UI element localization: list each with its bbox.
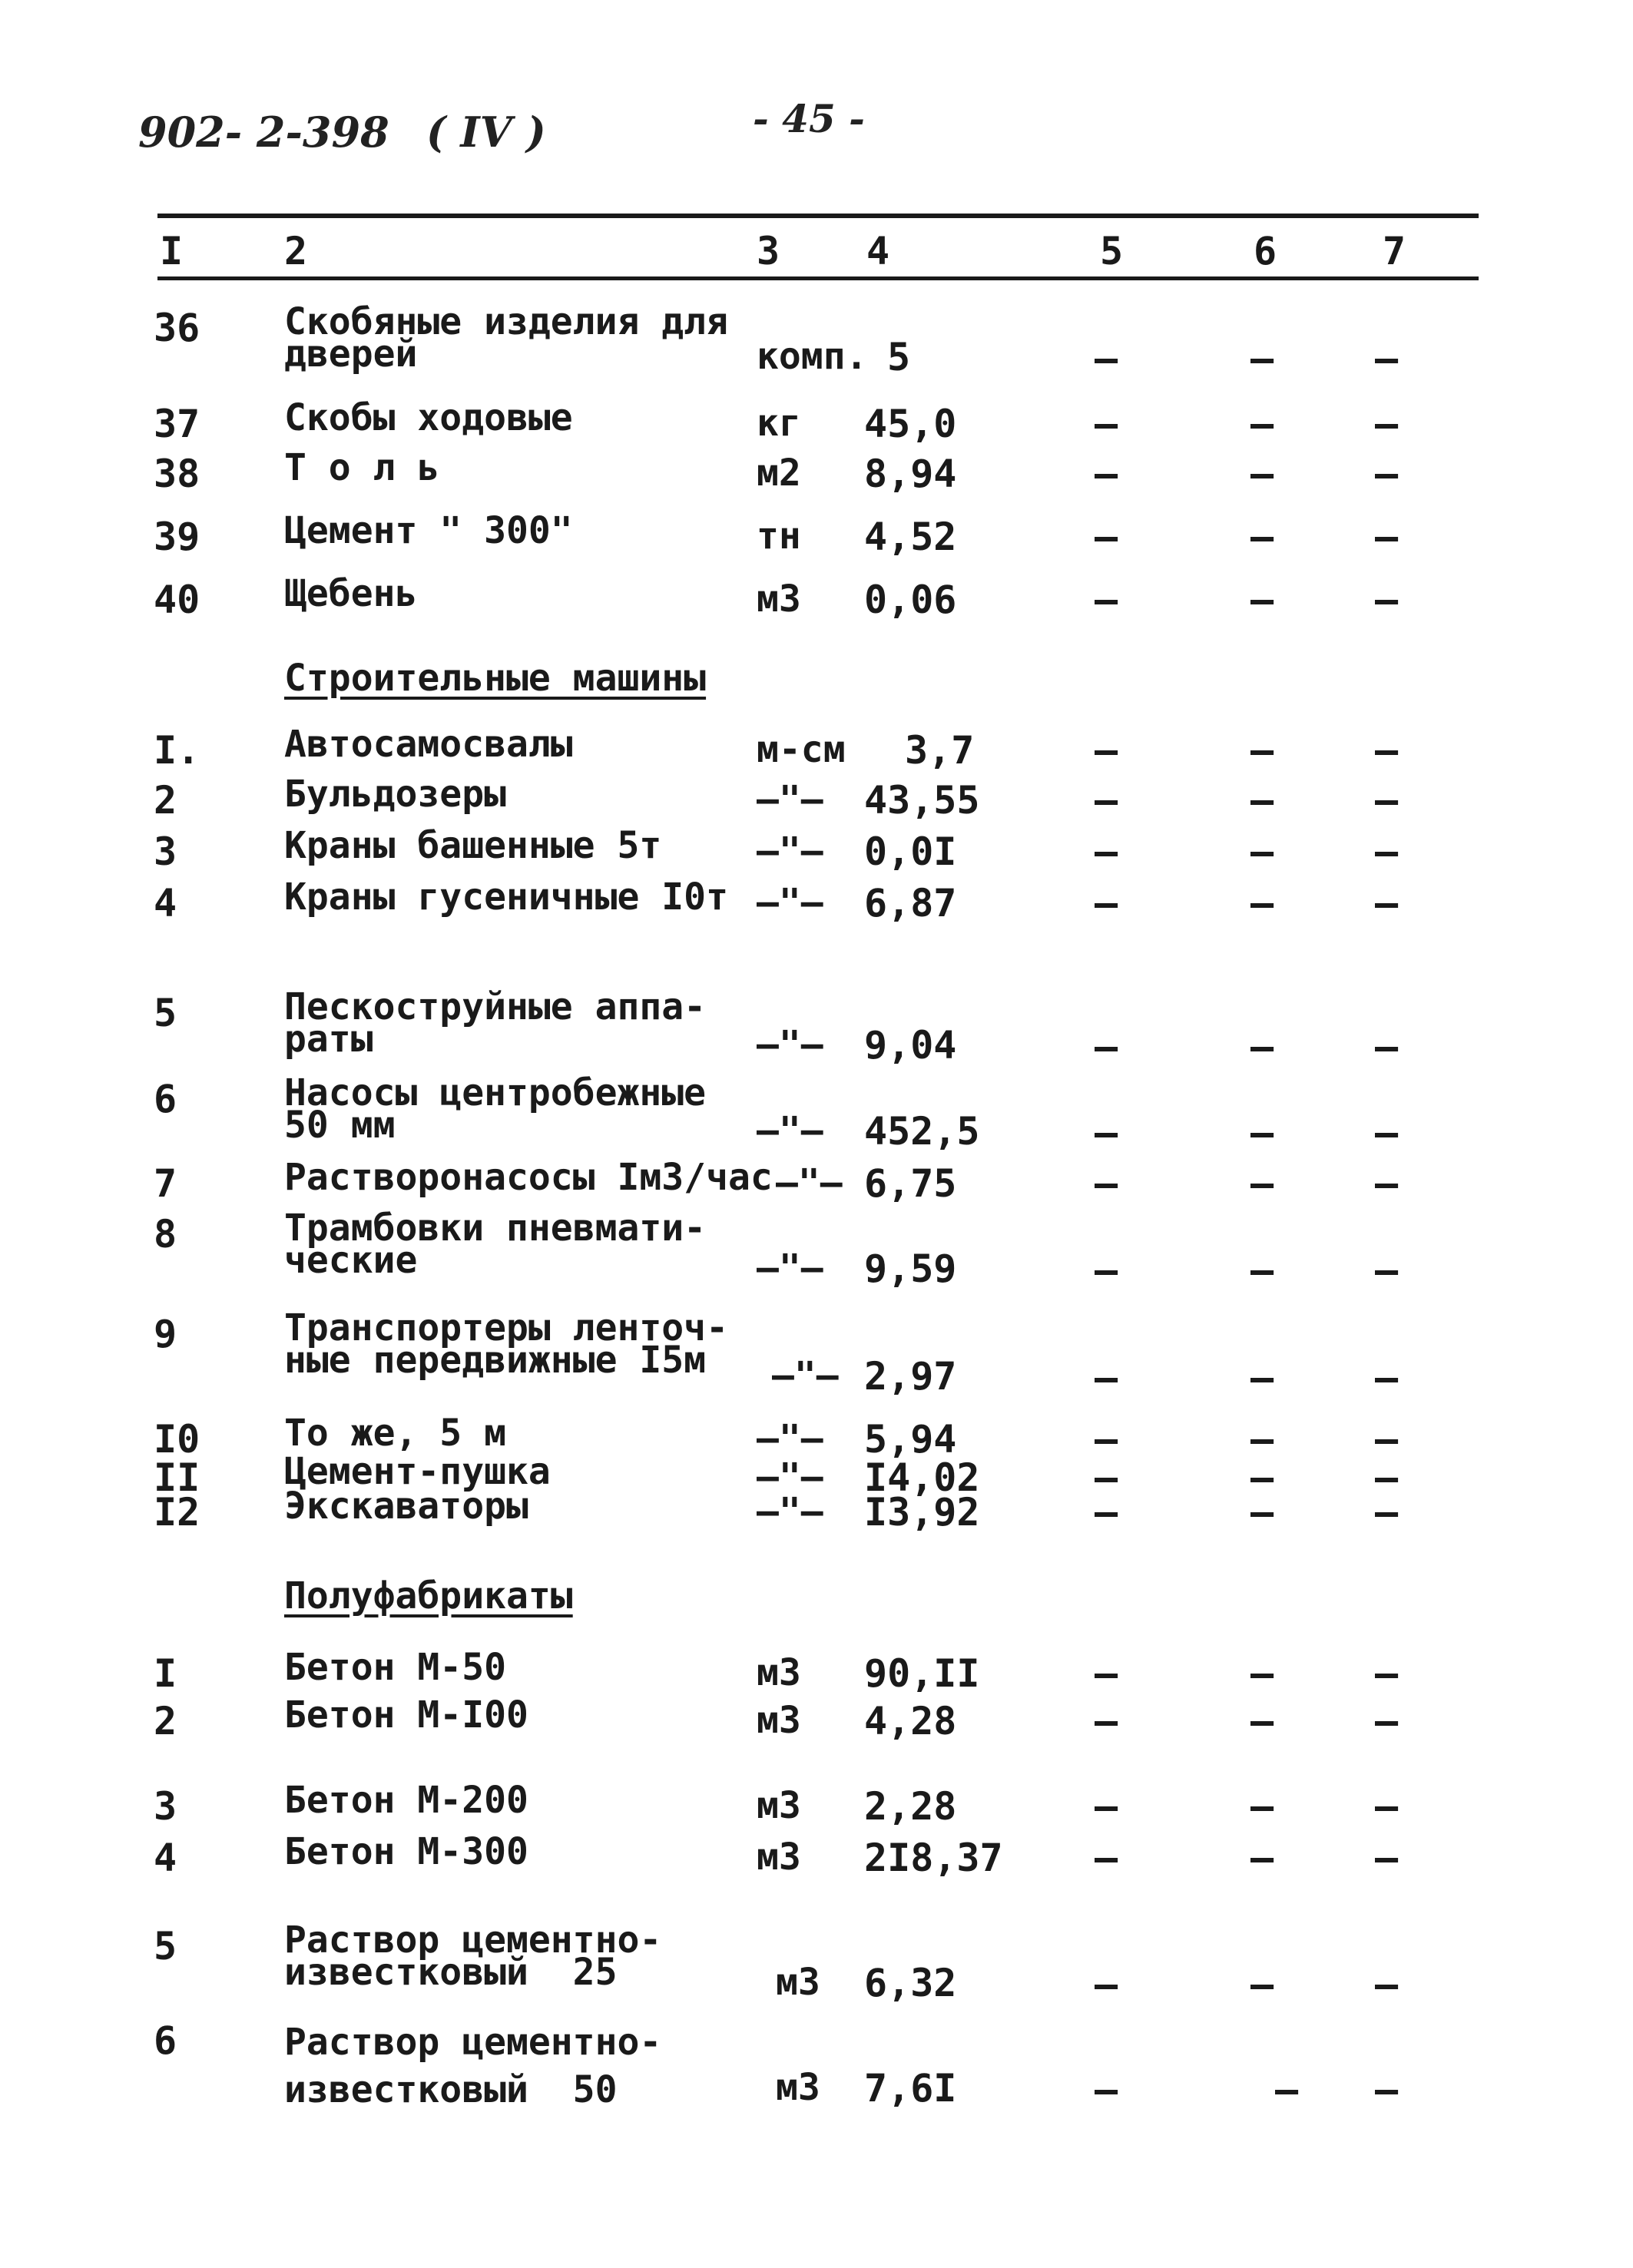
- row-unit: –"–: [757, 1417, 823, 1460]
- row-quantity: 90,II: [864, 1651, 980, 1696]
- row-quantity: I4,02: [864, 1455, 980, 1500]
- row-unit: тн: [757, 515, 801, 558]
- row-unit: –"–: [757, 778, 823, 821]
- row-unit: –"–: [757, 1023, 823, 1066]
- row-col6: –: [1250, 1962, 1274, 2007]
- document-part: ( IV ): [426, 108, 546, 157]
- row-col7: –: [1375, 1784, 1399, 1829]
- row-number: I0: [154, 1417, 200, 1462]
- row-col5: –: [1095, 1784, 1118, 1829]
- row-unit: –"–: [757, 1455, 823, 1498]
- row-unit: м3: [757, 578, 801, 621]
- row-name: Насосы центробежные 50 мм: [284, 1071, 707, 1147]
- row-name: Бетон М-200: [284, 1779, 528, 1822]
- row-col6: –: [1250, 336, 1274, 381]
- row-number: 5: [154, 991, 177, 1035]
- column-header-6: 6: [1254, 229, 1277, 273]
- row-name: Бетон М-I00: [284, 1694, 528, 1737]
- row-number: 3: [154, 829, 177, 874]
- row-col5: –: [1095, 578, 1118, 622]
- row-unit: кг: [757, 402, 801, 445]
- row-quantity: 4,52: [864, 515, 957, 559]
- row-quantity: 0,06: [864, 578, 957, 622]
- row-col5: –: [1095, 1836, 1118, 1880]
- row-col7: –: [1375, 578, 1399, 622]
- row-quantity: 43,55: [864, 778, 980, 823]
- row-col7: –: [1375, 881, 1399, 925]
- row-col5: –: [1095, 1025, 1118, 1069]
- row-quantity: 452,5: [864, 1109, 980, 1154]
- row-col7: –: [1375, 829, 1399, 874]
- row-col6: –: [1250, 1417, 1274, 1462]
- row-number: 7: [154, 1161, 177, 1206]
- row-col6: –: [1250, 1111, 1274, 1155]
- row-number: 38: [154, 452, 200, 496]
- row-unit: м3: [757, 1836, 801, 1879]
- table-header-rule: [157, 276, 1479, 280]
- row-col5: –: [1095, 1111, 1118, 1155]
- row-col5: –: [1095, 829, 1118, 874]
- row-name: Бульдозеры: [284, 773, 506, 816]
- row-number: II: [154, 1455, 200, 1500]
- row-number: 37: [154, 402, 200, 446]
- row-col6: –: [1250, 728, 1274, 773]
- row-col5: –: [1095, 402, 1118, 446]
- row-number: 8: [154, 1212, 177, 1257]
- row-name: Краны башенные 5т: [284, 824, 662, 867]
- row-col6: –: [1250, 1356, 1274, 1400]
- row-quantity: 45,0: [864, 402, 957, 446]
- row-col5: –: [1095, 452, 1118, 496]
- row-col5: –: [1095, 1455, 1118, 1500]
- row-unit: –"–: [757, 1109, 823, 1152]
- row-quantity: 2,97: [864, 1354, 957, 1399]
- row-quantity: 2I8,37: [864, 1836, 1003, 1880]
- row-number: I2: [154, 1490, 200, 1535]
- row-unit: м3: [757, 1784, 801, 1827]
- row-col6: –: [1275, 2068, 1299, 2112]
- row-name: Экскаваторы: [284, 1485, 528, 1528]
- row-quantity: 5,94: [864, 1417, 957, 1462]
- row-name: Автосамосвалы: [284, 723, 573, 766]
- page-number: - 45 -: [753, 96, 865, 141]
- row-quantity: I3,92: [864, 1490, 980, 1535]
- row-name: Растворонасосы IмЗ/час: [284, 1156, 773, 1199]
- row-quantity: 6,32: [864, 1961, 957, 2005]
- row-quantity: 5: [887, 335, 911, 379]
- row-col7: –: [1375, 1962, 1399, 2007]
- row-name: Краны гусеничные I0т: [284, 876, 728, 919]
- row-col6: –: [1250, 1836, 1274, 1880]
- row-unit: –"–: [757, 1490, 823, 1533]
- row-col7: –: [1375, 1836, 1399, 1880]
- row-col6: –: [1250, 778, 1274, 823]
- row-number: 36: [154, 306, 200, 350]
- row-quantity: 0,0I: [864, 829, 957, 874]
- row-col5: –: [1095, 1651, 1118, 1696]
- section-title-machines: Строительные машины: [284, 657, 707, 700]
- row-col7: –: [1375, 2068, 1399, 2112]
- row-col5: –: [1095, 1161, 1118, 1206]
- column-header-4: 4: [866, 229, 890, 273]
- row-number: 6: [154, 1077, 177, 1121]
- row-quantity: 8,94: [864, 452, 957, 496]
- row-unit: м3: [776, 1961, 820, 2004]
- row-number: I.: [154, 728, 200, 773]
- row-col7: –: [1375, 1248, 1399, 1293]
- row-number: 2: [154, 1699, 177, 1743]
- row-col7: –: [1375, 728, 1399, 773]
- row-col7: –: [1375, 515, 1399, 559]
- row-col5: –: [1095, 778, 1118, 823]
- row-number: 3: [154, 1784, 177, 1829]
- row-quantity: 6,87: [864, 881, 957, 925]
- row-number: I: [154, 1651, 177, 1696]
- row-col7: –: [1375, 778, 1399, 823]
- row-unit: –"–: [776, 1161, 843, 1204]
- row-col5: –: [1095, 728, 1118, 773]
- row-col6: –: [1250, 1490, 1274, 1535]
- row-number: 2: [154, 778, 177, 823]
- row-col6: –: [1250, 578, 1274, 622]
- row-unit: м-см: [757, 728, 846, 771]
- row-number: 6: [154, 2018, 177, 2063]
- row-name: Щебень: [284, 572, 418, 615]
- row-col7: –: [1375, 1161, 1399, 1206]
- row-unit: –"–: [757, 881, 823, 924]
- row-unit: –"–: [772, 1354, 839, 1397]
- row-name: Скобы ходовые: [284, 396, 573, 439]
- row-unit: –"–: [757, 1247, 823, 1290]
- row-col6: –: [1250, 829, 1274, 874]
- row-number: 39: [154, 515, 200, 559]
- row-col5: –: [1095, 515, 1118, 559]
- row-quantity: 7,6I: [864, 2066, 957, 2111]
- row-col7: –: [1375, 1699, 1399, 1743]
- row-name: Цемент " 300": [284, 509, 573, 552]
- row-name: Раствор цементно- известковый 25: [284, 1919, 662, 1994]
- row-name: Транспортеры ленточ- ные передвижные I5м: [284, 1306, 728, 1382]
- row-col7: –: [1375, 1455, 1399, 1500]
- row-unit: м3: [757, 1699, 801, 1742]
- row-unit: м2: [757, 452, 801, 495]
- column-header-7: 7: [1383, 229, 1406, 273]
- column-header-5: 5: [1100, 229, 1124, 273]
- row-col7: –: [1375, 1651, 1399, 1696]
- row-col6: –: [1250, 1784, 1274, 1829]
- row-unit: м3: [776, 2066, 820, 2109]
- row-col6: –: [1250, 881, 1274, 925]
- row-col7: –: [1375, 1111, 1399, 1155]
- column-header-1: I: [160, 229, 184, 273]
- row-col6: –: [1250, 1651, 1274, 1696]
- row-col5: –: [1095, 1699, 1118, 1743]
- section-title-semi-products: Полуфабрикаты: [284, 1574, 573, 1617]
- row-col7: –: [1375, 1417, 1399, 1462]
- row-number: 40: [154, 578, 200, 622]
- row-col5: –: [1095, 336, 1118, 381]
- row-col7: –: [1375, 1356, 1399, 1400]
- row-col5: –: [1095, 1248, 1118, 1293]
- row-col6: –: [1250, 1455, 1274, 1500]
- row-col5: –: [1095, 2068, 1118, 2112]
- row-name: Пескоструйные аппа- раты: [284, 985, 707, 1061]
- row-col7: –: [1375, 1025, 1399, 1069]
- row-name: Скобяные изделия для дверей: [284, 300, 728, 376]
- row-col5: –: [1095, 1417, 1118, 1462]
- row-number: 4: [154, 881, 177, 925]
- row-col5: –: [1095, 1356, 1118, 1400]
- document-code: 902- 2-398: [138, 108, 389, 157]
- row-name: Т о л ь: [284, 446, 440, 489]
- row-col6: –: [1250, 1161, 1274, 1206]
- row-name: Бетон М-300: [284, 1830, 528, 1873]
- row-quantity: 3,7: [905, 728, 975, 773]
- row-quantity: 2,28: [864, 1784, 957, 1829]
- row-col7: –: [1375, 452, 1399, 496]
- column-header-3: 3: [757, 229, 780, 273]
- row-col5: –: [1095, 1962, 1118, 2007]
- row-number: 9: [154, 1312, 177, 1356]
- row-unit: м3: [757, 1651, 801, 1694]
- row-quantity: 9,59: [864, 1247, 957, 1291]
- row-number: 5: [154, 1924, 177, 1968]
- row-quantity: 4,28: [864, 1699, 957, 1743]
- row-number: 4: [154, 1836, 177, 1880]
- row-name: Трамбовки пневмати- ческие: [284, 1207, 707, 1282]
- row-col5: –: [1095, 1490, 1118, 1535]
- row-name: Раствор цементно- известковый 50: [284, 2021, 662, 2111]
- row-col6: –: [1250, 1248, 1274, 1293]
- row-name: Бетон М-50: [284, 1646, 506, 1689]
- row-col7: –: [1375, 336, 1399, 381]
- row-col6: –: [1250, 1699, 1274, 1743]
- row-unit: –"–: [757, 829, 823, 872]
- row-col6: –: [1250, 1025, 1274, 1069]
- row-col5: –: [1095, 881, 1118, 925]
- row-col7: –: [1375, 1490, 1399, 1535]
- row-col6: –: [1250, 402, 1274, 446]
- row-col6: –: [1250, 515, 1274, 559]
- column-header-2: 2: [284, 229, 308, 273]
- row-unit: комп.: [757, 335, 868, 378]
- table-top-rule: [157, 214, 1479, 218]
- row-name: То же, 5 м: [284, 1412, 506, 1455]
- row-col7: –: [1375, 402, 1399, 446]
- row-col6: –: [1250, 452, 1274, 496]
- row-quantity: 6,75: [864, 1161, 957, 1206]
- row-quantity: 9,04: [864, 1023, 957, 1068]
- row-name: Цемент-пушка: [284, 1450, 551, 1493]
